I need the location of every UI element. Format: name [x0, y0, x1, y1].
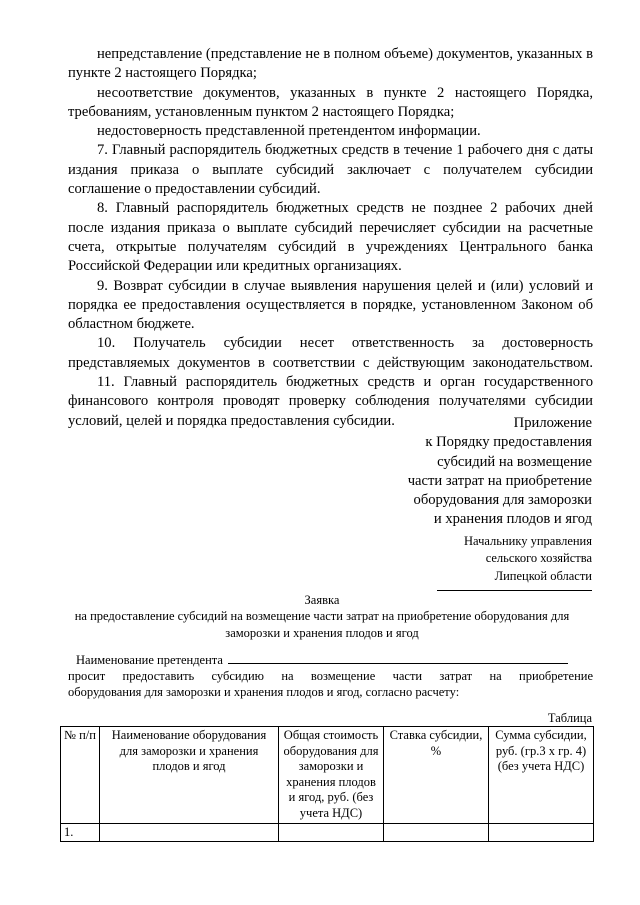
header-cell-total-cost: Общая стоимость оборудования для заморозки и хранения плодов и ягод, руб. (без учета НДС) — [279, 727, 384, 824]
paragraph: 8. Главный распорядитель бюджетных средств не позднее 2 рабочих дней после издания приказа о выплате субсидий перечисляет субсидии на расчетные счета, открытые получателям субсидий в учреждениях Центрального банка Российской Федерации или кредитных организациях. — [68, 200, 593, 275]
paragraph: недостоверность представленной претендентом информации. — [97, 123, 481, 140]
form-title: Заявка — [304, 593, 340, 607]
body-text — [68, 45, 593, 431]
table-cell[interactable] — [384, 823, 489, 842]
appendix-line: Приложение — [513, 415, 592, 431]
header-cell-subsidy-amount: Сумма субсидии, руб. (гр.3 х гр. 4) (без учета НДС) — [489, 727, 594, 824]
addressee-line: Липецкой области — [494, 568, 592, 583]
header-cell-number: № п/п — [61, 727, 100, 824]
table-row — [61, 823, 594, 842]
calculation-table — [60, 726, 594, 842]
table-header-row — [61, 727, 594, 824]
paragraph: несоответствие документов, указанных в пункте 2 настоящего Порядка, требованиям, установленным пунктом 2 настоящего Порядка; — [68, 84, 593, 120]
applicant-row — [68, 653, 593, 669]
table-cell[interactable] — [489, 823, 594, 842]
applicant-block — [68, 653, 593, 700]
applicant-name-field[interactable] — [228, 662, 568, 664]
appendix-line: к Порядку предоставления — [425, 434, 592, 451]
appendix-line: части затрат на приобретение — [407, 472, 592, 489]
form-subtitle: на предоставление субсидий на возмещение части затрат на приобретение оборудования для заморозки и хранения плодов и ягод — [74, 609, 570, 640]
table-cell[interactable] — [100, 823, 279, 842]
appendix-line: субсидий на возмещение — [437, 453, 592, 470]
appendix-line: и хранения плодов и ягод — [433, 511, 592, 528]
applicant-label: Наименование претендента — [76, 653, 223, 667]
table-cell: 1. — [61, 823, 100, 842]
header-cell-rate: Ставка субсидии, % — [384, 727, 489, 824]
table-cell[interactable] — [279, 823, 384, 842]
form-header — [48, 592, 596, 641]
addressee-line: Начальнику управления — [464, 534, 592, 548]
header-cell-equipment: Наименование оборудования для заморозки и хранения плодов и ягод — [100, 727, 279, 824]
paragraph: 11. Главный распорядитель бюджетных средств и орган государственного финансового контроля проводят проверку соблюдения получателями субсидии условий, целей и порядка предоставления субсидии. — [68, 374, 593, 429]
request-line: оборудования для заморозки и хранения плодов и ягод, согласно расчету: — [68, 684, 460, 699]
appendix-line: оборудования для заморозки — [413, 492, 592, 509]
paragraph: непредставление (представление не в полном объеме) документов, указанных в пункте 2 настоящего Порядка; — [68, 46, 593, 82]
addressee-line: сельского хозяйства — [485, 551, 592, 566]
request-line: просит предоставить субсидию на возмещение части затрат на приобретение — [68, 668, 593, 683]
paragraph: 9. Возврат субсидии в случае выявления нарушения целей и (или) условий и порядка ее предоставления осуществляется в порядке, установленном Законом об областном бюджете. — [68, 277, 593, 333]
table-label: Таблица — [547, 711, 592, 725]
addressee-block — [464, 533, 592, 585]
appendix-block — [408, 414, 592, 530]
paragraph: 10. Получатель субсидии несет ответственность за достоверность представляемых документов в соответствии с действующим законодательством. — [68, 335, 593, 371]
signature-line — [437, 590, 592, 591]
paragraph: 7. Главный распорядитель бюджетных средств в течение 1 рабочего дня с даты издания приказа о выплате субсидий заключает с получателем субсидии соглашение о предоставлении субсидий. — [68, 142, 593, 198]
